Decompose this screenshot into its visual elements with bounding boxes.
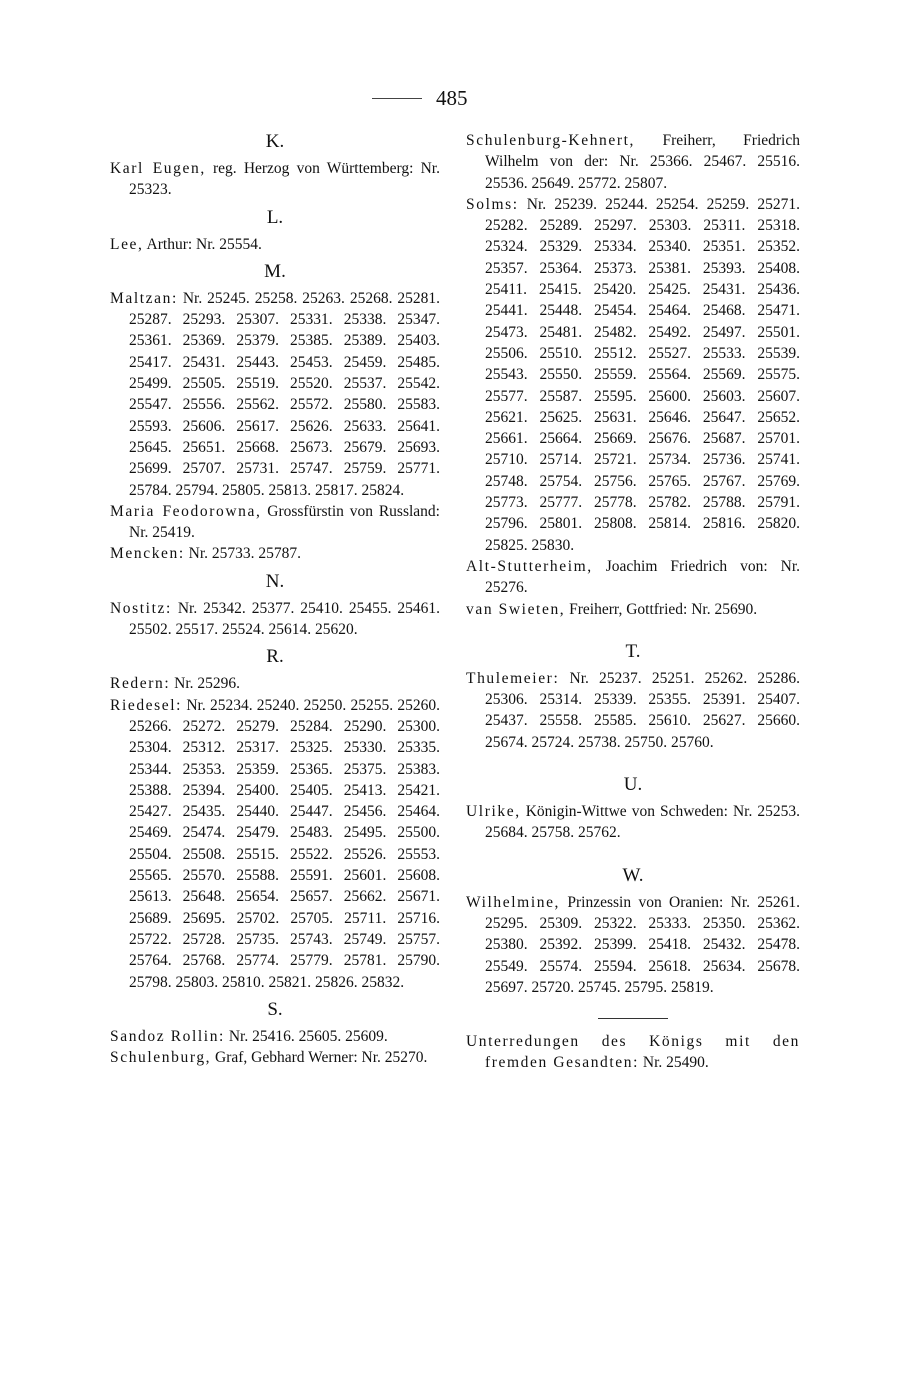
entry-references: Prinzessin von Oranien: Nr. 25261. 25295. 25309. 25322. 25333. 25350. 25362. 25380. 25392. 25399. 25418. 25432. 25478. 25549. 25574. 25594. 25618. 25634. 25678. 25697. 25720. 25745. 25795. 25819. xyxy=(485,893,800,996)
entry-references: Nr. 25490. xyxy=(639,1054,709,1072)
entry-references: Grossfürstin von Russland: Nr. 25419. xyxy=(129,502,440,542)
section-letter: U. xyxy=(623,774,643,796)
index-entry xyxy=(110,1047,440,1068)
entry-references: Joachim Friedrich von: Nr. 25276. xyxy=(485,557,800,597)
index-entry xyxy=(466,556,800,599)
index-entry xyxy=(110,1026,440,1047)
section-letter: W. xyxy=(622,864,644,886)
entry-name: Nostitz: xyxy=(110,599,172,617)
index-column-right xyxy=(466,130,800,1074)
entry-name: Redern: xyxy=(110,675,171,693)
entry-references: Nr. 25342. 25377. 25410. 25455. 25461. 25502. 25517. 25524. 25614. 25620. xyxy=(129,599,440,639)
entry-name: Solms: xyxy=(466,195,519,213)
entry-references: Nr. 25245. 25258. 25263. 25268. 25281. 25287. 25293. 25307. 25331. 25338. 25347. 25361. 25369. 25379. 25385. 25389. 25403. 25417. 25431. 25443. 25453. 25459. 25485. 25499. 25505. 25519. 25520. 25537. 25542. 25547. 25556. 25562. 25572. 25580. 25583. 25593. 25606. 25617. 25626. 25633. 25641. 25645. 25651. 25668. 25673. 25679. 25693. 25699. 25707. 25731. 25747. 25759. 25771. 25784. 25794. 25805. 25813. 25817. 25824. xyxy=(129,289,440,499)
entry-name: Maltzan: xyxy=(110,289,178,307)
index-entry xyxy=(110,543,440,564)
entry-references: Nr. 25296. xyxy=(170,675,241,693)
entry-references: Arthur: Nr. 25554. xyxy=(143,235,262,253)
entry-name: Maria Feodorowna, xyxy=(110,502,262,520)
entry-name: Sandoz Rollin: xyxy=(110,1027,225,1045)
entry-references: Freiherr, Friedrich Wilhelm von der: Nr. 25366. 25467. 25516. 25536. 25649. 25772. 25807. xyxy=(485,132,800,192)
index-entry xyxy=(466,1031,800,1074)
header-rule xyxy=(372,98,422,99)
section-divider xyxy=(598,1018,668,1019)
entry-name: Mencken: xyxy=(110,545,185,563)
entry-references: Nr. 25234. 25240. 25250. 25255. 25260. 25266. 25272. 25279. 25284. 25290. 25300. 25304. 25312. 25317. 25325. 25330. 25335. 25344. 25353. 25359. 25365. 25375. 25383. 25388. 25394. 25400. 25405. 25413. 25421. 25427. 25435. 25440. 25447. 25456. 25464. 25469. 25474. 25479. 25483. 25495. 25500. 25504. 25508. 25515. 25522. 25526. 25553. 25565. 25570. 25588. 25591. 25601. 25608. 25613. 25648. 25654. 25657. 25662. 25671. 25689. 25695. 25702. 25705. 25711. 25716. 25722. 25728. 25735. 25743. 25749. 25757. 25764. 25768. 25774. 25779. 25781. 25790. 25798. 25803. 25810. 25821. 25826. 25832. xyxy=(129,696,440,991)
entry-name: Wilhelmine, xyxy=(466,893,561,911)
entry-name: Alt-Stutterheim, xyxy=(466,557,593,575)
index-entry xyxy=(110,288,440,501)
index-entry xyxy=(110,501,440,544)
index-entry xyxy=(110,158,440,201)
entry-name: van Swieten, xyxy=(466,600,566,618)
entry-name: Thulemeier: xyxy=(466,669,560,687)
index-entry xyxy=(110,673,440,694)
section-letter: T. xyxy=(625,640,641,662)
entry-name: Schulenburg-Kehnert, xyxy=(466,132,636,149)
entry-name: Riedesel: xyxy=(110,696,183,714)
entry-references: Nr. 25239. 25244. 25254. 25259. 25271. 25282. 25289. 25297. 25303. 25311. 25318. 25324. 25329. 25334. 25340. 25351. 25352. 25357. 25364. 25373. 25381. 25393. 25408. 25411. 25415. 25420. 25425. 25431. 25436. 25441. 25448. 25454. 25464. 25468. 25471. 25473. 25481. 25482. 25492. 25497. 25501. 25506. 25510. 25512. 25527. 25533. 25539. 25543. 25550. 25559. 25564. 25569. 25575. 25577. 25587. 25595. 25600. 25603. 25607. 25621. 25625. 25631. 25646. 25647. 25652. 25661. 25664. 25669. 25676. 25687. 25701. 25710. 25714. 25721. 25734. 25736. 25741. 25748. 25754. 25756. 25765. 25767. 25769. 25773. 25777. 25778. 25782. 25788. 25791. 25796. 25801. 25808. 25814. 25816. 25820. 25825. 25830. xyxy=(485,195,800,554)
entry-name: Unterredungen des Königs mit den fremden Gesandten: xyxy=(466,1033,800,1072)
entry-references: Nr. 25416. 25605. 25609. xyxy=(224,1027,388,1045)
index-entry xyxy=(466,668,800,753)
entry-name: Ulrike, xyxy=(466,803,521,821)
entry-references: reg. Herzog von Württemberg: Nr. 25323. xyxy=(129,160,440,199)
index-entry xyxy=(110,598,440,641)
page-number: 485 xyxy=(436,86,468,110)
index-entry xyxy=(466,194,800,556)
index-entry xyxy=(466,801,800,844)
entry-references: Königin-Wittwe von Schweden: Nr. 25253. 25684. 25758. 25762. xyxy=(485,803,800,842)
index-column-left xyxy=(110,130,440,1068)
entry-name: Lee, xyxy=(110,235,144,253)
entry-references: Nr. 25237. 25251. 25262. 25286. 25306. 25314. 25339. 25355. 25391. 25407. 25437. 25558. 25585. 25610. 25627. 25660. 25674. 25724. 25738. 25750. 25760. xyxy=(485,669,800,751)
section-letter: N. xyxy=(265,570,285,592)
index-entry xyxy=(466,892,800,998)
entry-references: Nr. 25733. 25787. xyxy=(184,545,302,563)
section-letter: S. xyxy=(267,998,283,1020)
index-entry xyxy=(110,234,440,255)
section-letter: R. xyxy=(266,646,284,668)
index-entry xyxy=(110,695,440,993)
index-entry xyxy=(466,130,800,194)
entry-references: Graf, Gebhard Werner: Nr. 25270. xyxy=(211,1049,428,1067)
index-entry xyxy=(466,599,800,620)
section-letter: L. xyxy=(266,206,284,228)
section-letter: M. xyxy=(264,260,286,282)
entry-name: Karl Eugen, xyxy=(110,160,206,177)
page-header xyxy=(0,86,900,116)
section-letter: K. xyxy=(265,131,285,152)
entry-name: Schulenburg, xyxy=(110,1049,212,1067)
entry-references: Freiherr, Gottfried: Nr. 25690. xyxy=(565,600,758,618)
